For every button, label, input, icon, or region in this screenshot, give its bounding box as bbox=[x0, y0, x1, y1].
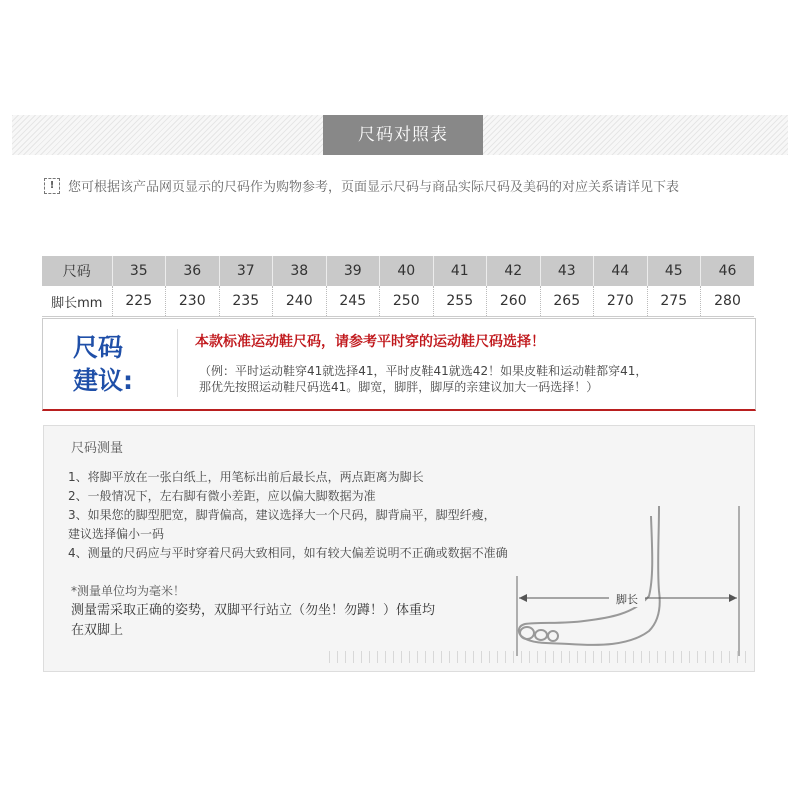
size-cell: 38 bbox=[273, 256, 327, 286]
info-icon: ! bbox=[44, 178, 60, 194]
length-cell: 245 bbox=[326, 286, 380, 317]
size-cell: 46 bbox=[701, 256, 755, 286]
size-table bbox=[42, 256, 754, 317]
size-cell: 37 bbox=[219, 256, 273, 286]
size-cell: 39 bbox=[326, 256, 380, 286]
length-cell: 270 bbox=[594, 286, 648, 317]
length-cell: 250 bbox=[380, 286, 434, 317]
advice-divider bbox=[177, 329, 178, 397]
size-cell: 43 bbox=[540, 256, 594, 286]
size-cell: 35 bbox=[112, 256, 166, 286]
size-cell: 45 bbox=[647, 256, 701, 286]
measurement-step: 4、测量的尺码应与平时穿着尺码大致相同，如有较大偏差说明不正确或数据不准确 bbox=[68, 546, 508, 560]
measurement-step: 1、将脚平放在一张白纸上，用笔标出前后最长点，两点距离为脚长 bbox=[68, 470, 424, 484]
toe-icon bbox=[548, 631, 558, 641]
advice-example-line1: （例：平时运动鞋穿41就选择41，平时皮鞋41就选42！如果皮鞋和运动鞋都穿41， bbox=[199, 364, 648, 378]
length-cell: 265 bbox=[540, 286, 594, 317]
toe-icon bbox=[535, 630, 547, 640]
length-cell: 275 bbox=[647, 286, 701, 317]
advice-example bbox=[199, 363, 647, 395]
advice-label-line2: 建议: bbox=[73, 366, 133, 395]
notice-text: 您可根据该产品网页显示的尺码作为购物参考，页面显示尺码与商品实际尺码及美码的对应关系请详见下表 bbox=[68, 180, 680, 195]
advice-example-line2: 那优先按照运动鞋尺码选41。脚宽，脚胖，脚厚的亲建议加大一码选择！） bbox=[199, 380, 599, 394]
length-cell: 240 bbox=[273, 286, 327, 317]
measurement-step: 2、一般情况下，左右脚有微小差距，应以偏大脚数据为准 bbox=[68, 489, 376, 503]
measurement-note bbox=[71, 581, 435, 641]
note-line3: 在双脚上 bbox=[71, 623, 124, 638]
measurement-title: 尺码测量 bbox=[71, 441, 124, 456]
advice-label bbox=[73, 331, 133, 397]
size-row-label: 尺码 bbox=[42, 256, 112, 286]
length-cell: 280 bbox=[701, 286, 755, 317]
toe-icon bbox=[520, 627, 534, 639]
foot-length-diagram bbox=[509, 496, 749, 666]
length-row bbox=[42, 286, 754, 317]
length-row-label: 脚长mm bbox=[42, 286, 112, 317]
size-cell: 36 bbox=[166, 256, 220, 286]
advice-label-line1: 尺码 bbox=[73, 333, 124, 362]
diagram-label: 脚长 bbox=[616, 593, 638, 606]
length-cell: 255 bbox=[433, 286, 487, 317]
measurement-step: 建议选择偏小一码 bbox=[68, 527, 165, 541]
length-cell: 260 bbox=[487, 286, 541, 317]
notice-line bbox=[44, 176, 679, 195]
measurement-panel bbox=[43, 425, 755, 672]
length-cell: 230 bbox=[166, 286, 220, 317]
size-cell: 44 bbox=[594, 256, 648, 286]
length-cell: 225 bbox=[112, 286, 166, 317]
size-cell: 41 bbox=[433, 256, 487, 286]
size-advice-box bbox=[42, 318, 756, 411]
note-line1: *测量单位均为毫米！ bbox=[71, 584, 186, 598]
measurement-step: 3、如果您的脚型肥宽，脚背偏高，建议选择大一个尺码，脚背扁平，脚型纤瘦， bbox=[68, 508, 496, 522]
measurement-steps bbox=[68, 468, 508, 563]
note-line2: 测量需采取正确的姿势，双脚平行站立（勿坐！勿蹲！）体重均 bbox=[71, 603, 436, 618]
size-cell: 42 bbox=[487, 256, 541, 286]
size-cell: 40 bbox=[380, 256, 434, 286]
size-row bbox=[42, 256, 754, 286]
length-cell: 235 bbox=[219, 286, 273, 317]
advice-main-text: 本款标准运动鞋尺码，请参考平时穿的运动鞋尺码选择！ bbox=[195, 334, 545, 350]
page-title: 尺码对照表 bbox=[323, 115, 483, 155]
foot-outline-icon bbox=[519, 506, 660, 645]
ruler-scale bbox=[329, 651, 749, 663]
